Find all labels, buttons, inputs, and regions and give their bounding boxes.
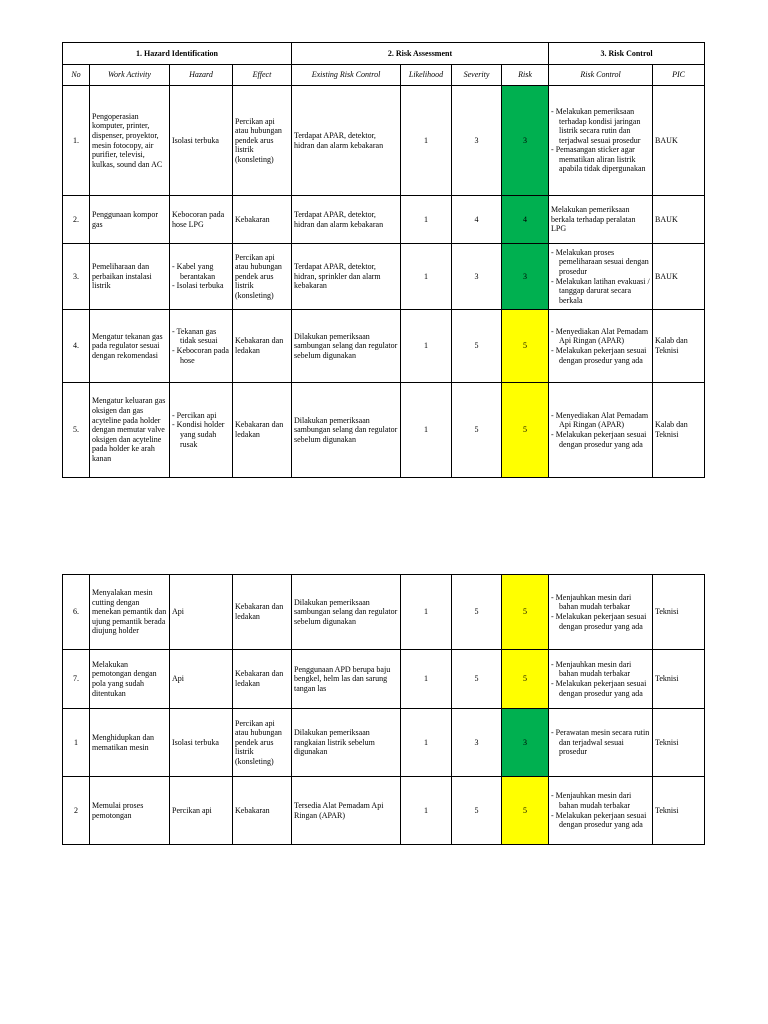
cell-hazard: Percikan api <box>170 777 233 845</box>
table-row <box>63 86 705 196</box>
cell-no: 6. <box>63 575 90 650</box>
cell-risk: 3 <box>502 86 549 196</box>
cell-work-activity: Melakukan pemotongan dengan pola yang sudah ditentukan <box>90 650 170 709</box>
table-row <box>63 575 705 650</box>
risk-table-top <box>62 42 705 478</box>
cell-work-activity: Menyalakan mesin cutting dengan menekan pemantik dan ujung pemantik berada diujung holder <box>90 575 170 650</box>
cell-risk-control: Melakukan pemeriksaan berkala terhadap peralatan LPG <box>549 196 653 244</box>
list-item: - Melakukan pekerjaan sesuai dengan prosedur yang ada <box>551 430 650 449</box>
cell-risk-control <box>549 650 653 709</box>
cell-effect: Kebakaran <box>233 196 292 244</box>
cell-hazard: Kebocoran pada hose LPG <box>170 196 233 244</box>
cell-likelihood: 1 <box>401 709 452 777</box>
cell-risk-control-list <box>551 593 650 631</box>
col-header-risk: Risk <box>502 65 549 86</box>
list-item: - Melakukan pekerjaan sesuai dengan prosedur yang ada <box>551 612 650 631</box>
list-item: - Kondisi holder yang sudah rusak <box>172 420 230 449</box>
list-item: - Kebocoran pada hose <box>172 346 230 365</box>
table-row <box>63 196 705 244</box>
table-body-top <box>63 86 705 478</box>
cell-risk: 5 <box>502 650 549 709</box>
cell-hazard-list <box>172 262 230 291</box>
cell-no: 7. <box>63 650 90 709</box>
cell-work-activity: Mengatur tekanan gas pada regulator sesuai dengan rekomendasi <box>90 310 170 383</box>
cell-existing-control: Terdapat APAR, detektor, hidran dan alarm kebakaran <box>292 86 401 196</box>
cell-risk-control-list <box>551 107 650 174</box>
cell-effect: Kebakaran <box>233 777 292 845</box>
list-item: - Isolasi terbuka <box>172 281 230 291</box>
cell-no: 2 <box>63 777 90 845</box>
cell-risk-control-list <box>551 791 650 829</box>
col-header-hazard: Hazard <box>170 65 233 86</box>
cell-risk: 3 <box>502 709 549 777</box>
cell-hazard: Api <box>170 650 233 709</box>
cell-severity: 4 <box>452 196 502 244</box>
cell-risk: 5 <box>502 777 549 845</box>
cell-no: 1. <box>63 86 90 196</box>
cell-likelihood: 1 <box>401 86 452 196</box>
section-risk-assessment: 2. Risk Assessment <box>292 43 549 65</box>
cell-risk-control <box>549 244 653 310</box>
cell-severity: 5 <box>452 383 502 478</box>
cell-risk-control-list <box>551 660 650 698</box>
cell-risk: 5 <box>502 575 549 650</box>
cell-effect: Kebakaran dan ledakan <box>233 383 292 478</box>
cell-severity: 5 <box>452 575 502 650</box>
cell-work-activity: Menghidupkan dan mematikan mesin <box>90 709 170 777</box>
cell-hazard-list <box>172 327 230 365</box>
cell-severity: 5 <box>452 777 502 845</box>
col-header-effect: Effect <box>233 65 292 86</box>
cell-hazard: Isolasi terbuka <box>170 86 233 196</box>
table-row <box>63 383 705 478</box>
list-item: - Tekanan gas tidak sesuai <box>172 327 230 346</box>
cell-hazard <box>170 310 233 383</box>
col-header-work-activity: Work Activity <box>90 65 170 86</box>
cell-pic: BAUK <box>653 244 705 310</box>
list-item: - Melakukan pemeriksaan terhadap kondisi jaringan listrik secara rutin dan terjadwal sesuai prosedur <box>551 107 650 145</box>
list-item: - Pemasangan sticker agar mematikan aliran listrik apabila tidak dipergunakan <box>551 145 650 174</box>
cell-work-activity: Pemeliharaan dan perbaikan instalasi listrik <box>90 244 170 310</box>
col-header-severity: Severity <box>452 65 502 86</box>
cell-risk-control-list <box>551 327 650 365</box>
cell-severity: 3 <box>452 244 502 310</box>
list-item: - Melakukan proses pemeliharaan sesuai dengan prosedur <box>551 248 650 277</box>
cell-existing-control: Dilakukan pemeriksaan rangkaian listrik sebelum digunakan <box>292 709 401 777</box>
cell-hazard-list <box>172 411 230 449</box>
cell-likelihood: 1 <box>401 777 452 845</box>
cell-no: 2. <box>63 196 90 244</box>
list-item: - Menjauhkan mesin dari bahan mudah terbakar <box>551 593 650 612</box>
list-item: - Melakukan pekerjaan sesuai dengan prosedur yang ada <box>551 811 650 830</box>
cell-severity: 5 <box>452 310 502 383</box>
cell-pic: Teknisi <box>653 575 705 650</box>
cell-risk: 5 <box>502 310 549 383</box>
cell-effect: Percikan api atau hubungan pendek arus listrik (konsleting) <box>233 244 292 310</box>
table-row <box>63 310 705 383</box>
cell-hazard: Api <box>170 575 233 650</box>
cell-existing-control: Tersedia Alat Pemadam Api Ringan (APAR) <box>292 777 401 845</box>
cell-no: 1 <box>63 709 90 777</box>
section-hazard-identification: 1. Hazard Identification <box>63 43 292 65</box>
cell-effect: Percikan api atau hubungan pendek arus listrik (konsleting) <box>233 86 292 196</box>
section-risk-control: 3. Risk Control <box>549 43 705 65</box>
cell-pic: Kalab dan Teknisi <box>653 310 705 383</box>
cell-no: 3. <box>63 244 90 310</box>
table-body-bottom <box>63 575 705 845</box>
list-item: - Menjauhkan mesin dari bahan mudah terbakar <box>551 660 650 679</box>
cell-pic: Kalab dan Teknisi <box>653 383 705 478</box>
cell-severity: 3 <box>452 709 502 777</box>
cell-existing-control: Dilakukan pemeriksaan sambungan selang dan regulator sebelum digunakan <box>292 575 401 650</box>
list-item: - Melakukan pekerjaan sesuai dengan prosedur yang ada <box>551 346 650 365</box>
cell-likelihood: 1 <box>401 650 452 709</box>
cell-existing-control: Terdapat APAR, detektor, hidran dan alarm kebakaran <box>292 196 401 244</box>
list-item: - Menyediakan Alat Pemadam Api Ringan (APAR) <box>551 411 650 430</box>
list-item: - Percikan api <box>172 411 230 421</box>
list-item: - Melakukan pekerjaan sesuai dengan prosedur yang ada <box>551 679 650 698</box>
list-item: - Perawatan mesin secara rutin dan terjadwal sesuai prosedur <box>551 728 650 757</box>
cell-hazard: Isolasi terbuka <box>170 709 233 777</box>
list-item: - Menyediakan Alat Pemadam Api Ringan (APAR) <box>551 327 650 346</box>
cell-work-activity: Penggunaan kompor gas <box>90 196 170 244</box>
cell-likelihood: 1 <box>401 196 452 244</box>
list-item: - Kabel yang berantakan <box>172 262 230 281</box>
col-header-risk-control: Risk Control <box>549 65 653 86</box>
cell-risk-control <box>549 383 653 478</box>
cell-severity: 5 <box>452 650 502 709</box>
cell-likelihood: 1 <box>401 383 452 478</box>
col-header-pic: PIC <box>653 65 705 86</box>
cell-risk-control <box>549 310 653 383</box>
cell-risk: 4 <box>502 196 549 244</box>
cell-risk-control-list <box>551 728 650 757</box>
cell-pic: Teknisi <box>653 650 705 709</box>
cell-likelihood: 1 <box>401 575 452 650</box>
list-item: - Melakukan latihan evakuasi / tanggap darurat secara berkala <box>551 277 650 306</box>
cell-risk: 5 <box>502 383 549 478</box>
cell-severity: 3 <box>452 86 502 196</box>
col-header-likelihood: Likelihood <box>401 65 452 86</box>
table-row <box>63 709 705 777</box>
cell-risk: 3 <box>502 244 549 310</box>
cell-pic: BAUK <box>653 196 705 244</box>
cell-risk-control <box>549 86 653 196</box>
table-row <box>63 244 705 310</box>
cell-work-activity: Pengoperasian komputer, printer, dispenser, proyektor, mesin fotocopy, air purifier, televisi, kulkas, sound dan AC <box>90 86 170 196</box>
col-header-existing-risk-control: Existing Risk Control <box>292 65 401 86</box>
cell-existing-control: Dilakukan pemeriksaan sambungan selang dan regulator sebelum digunakan <box>292 383 401 478</box>
risk-table-bottom <box>62 574 705 845</box>
col-header-no: No <box>63 65 90 86</box>
cell-work-activity: Memulai proses pemotongan <box>90 777 170 845</box>
cell-hazard <box>170 383 233 478</box>
cell-pic: Teknisi <box>653 709 705 777</box>
cell-risk-control <box>549 575 653 650</box>
cell-work-activity: Mengatur keluaran gas oksigen dan gas acyteline pada holder dengan memutar valve oksigen dan acyteline pada holder ke arah kanan <box>90 383 170 478</box>
cell-hazard <box>170 244 233 310</box>
cell-risk-control <box>549 777 653 845</box>
cell-risk-control-list <box>551 411 650 449</box>
cell-pic: BAUK <box>653 86 705 196</box>
cell-no: 5. <box>63 383 90 478</box>
list-item: - Menjauhkan mesin dari bahan mudah terbakar <box>551 791 650 810</box>
cell-existing-control: Dilakukan pemeriksaan sambungan selang dan regulator sebelum digunakan <box>292 310 401 383</box>
cell-existing-control: Terdapat APAR, detektor, hidran, sprinkler dan alarm kebakaran <box>292 244 401 310</box>
cell-effect: Percikan api atau hubungan pendek arus listrik (konsleting) <box>233 709 292 777</box>
cell-no: 4. <box>63 310 90 383</box>
cell-effect: Kebakaran dan ledakan <box>233 575 292 650</box>
table-row <box>63 650 705 709</box>
cell-effect: Kebakaran dan ledakan <box>233 650 292 709</box>
cell-pic: Teknisi <box>653 777 705 845</box>
cell-likelihood: 1 <box>401 310 452 383</box>
cell-risk-control-list <box>551 248 650 306</box>
cell-likelihood: 1 <box>401 244 452 310</box>
cell-risk-control <box>549 709 653 777</box>
table-row <box>63 777 705 845</box>
cell-effect: Kebakaran dan ledakan <box>233 310 292 383</box>
cell-existing-control: Penggunaan APD berupa baju bengkel, helm las dan sarung tangan las <box>292 650 401 709</box>
